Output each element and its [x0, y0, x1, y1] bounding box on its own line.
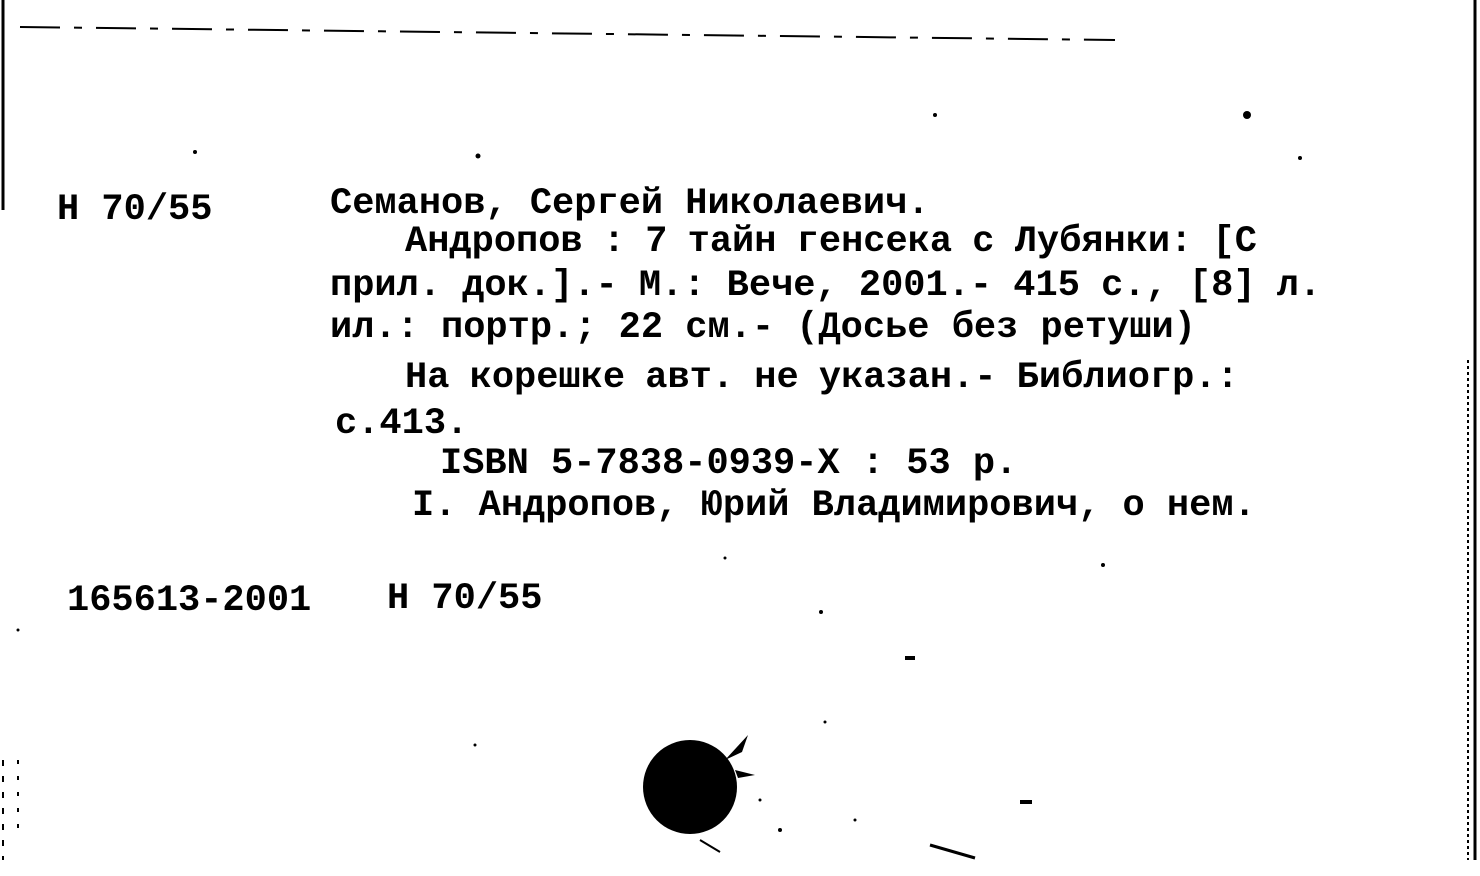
speck [725, 735, 748, 760]
speck [476, 154, 481, 159]
speck [724, 557, 727, 560]
speck [933, 113, 937, 117]
speck [778, 828, 782, 832]
shelf-mark: Н 70/55 [57, 189, 213, 231]
speck [1020, 800, 1032, 804]
note-line-2: с.413. [335, 403, 469, 445]
speck [700, 840, 720, 852]
speck [17, 629, 20, 632]
speck [930, 845, 975, 858]
speck [735, 770, 755, 778]
speck [905, 656, 915, 660]
isbn-line: ISBN 5-7838-0939-X : 53 р. [440, 443, 1018, 485]
speck [759, 799, 762, 802]
author-heading: Семанов, Сергей Николаевич. [330, 183, 930, 225]
subject-line: I. Андропов, Юрий Владимирович, о нем. [412, 485, 1256, 527]
title-line-3: ил.: портр.; 22 см.- (Досье без ретуши) [330, 307, 1196, 349]
footer-shelf-mark: Н 70/55 [387, 578, 543, 620]
speck [193, 150, 197, 154]
speck [474, 744, 477, 747]
speck [854, 819, 857, 822]
top-rule [20, 27, 1115, 40]
speck [1243, 111, 1251, 119]
speck [1101, 563, 1105, 567]
title-line-1: Андропов : 7 тайн генсека с Лубянки: [С [405, 221, 1257, 263]
speck [1298, 156, 1302, 160]
speck [819, 610, 823, 614]
title-line-2: прил. док.].- М.: Вече, 2001.- 415 с., [8] л. [330, 265, 1322, 307]
punch-hole [643, 740, 737, 834]
speck [824, 721, 827, 724]
accession-number: 165613-2001 [67, 580, 312, 622]
note-line-1: На корешке авт. не указан.- Библиогр.: [405, 357, 1239, 399]
